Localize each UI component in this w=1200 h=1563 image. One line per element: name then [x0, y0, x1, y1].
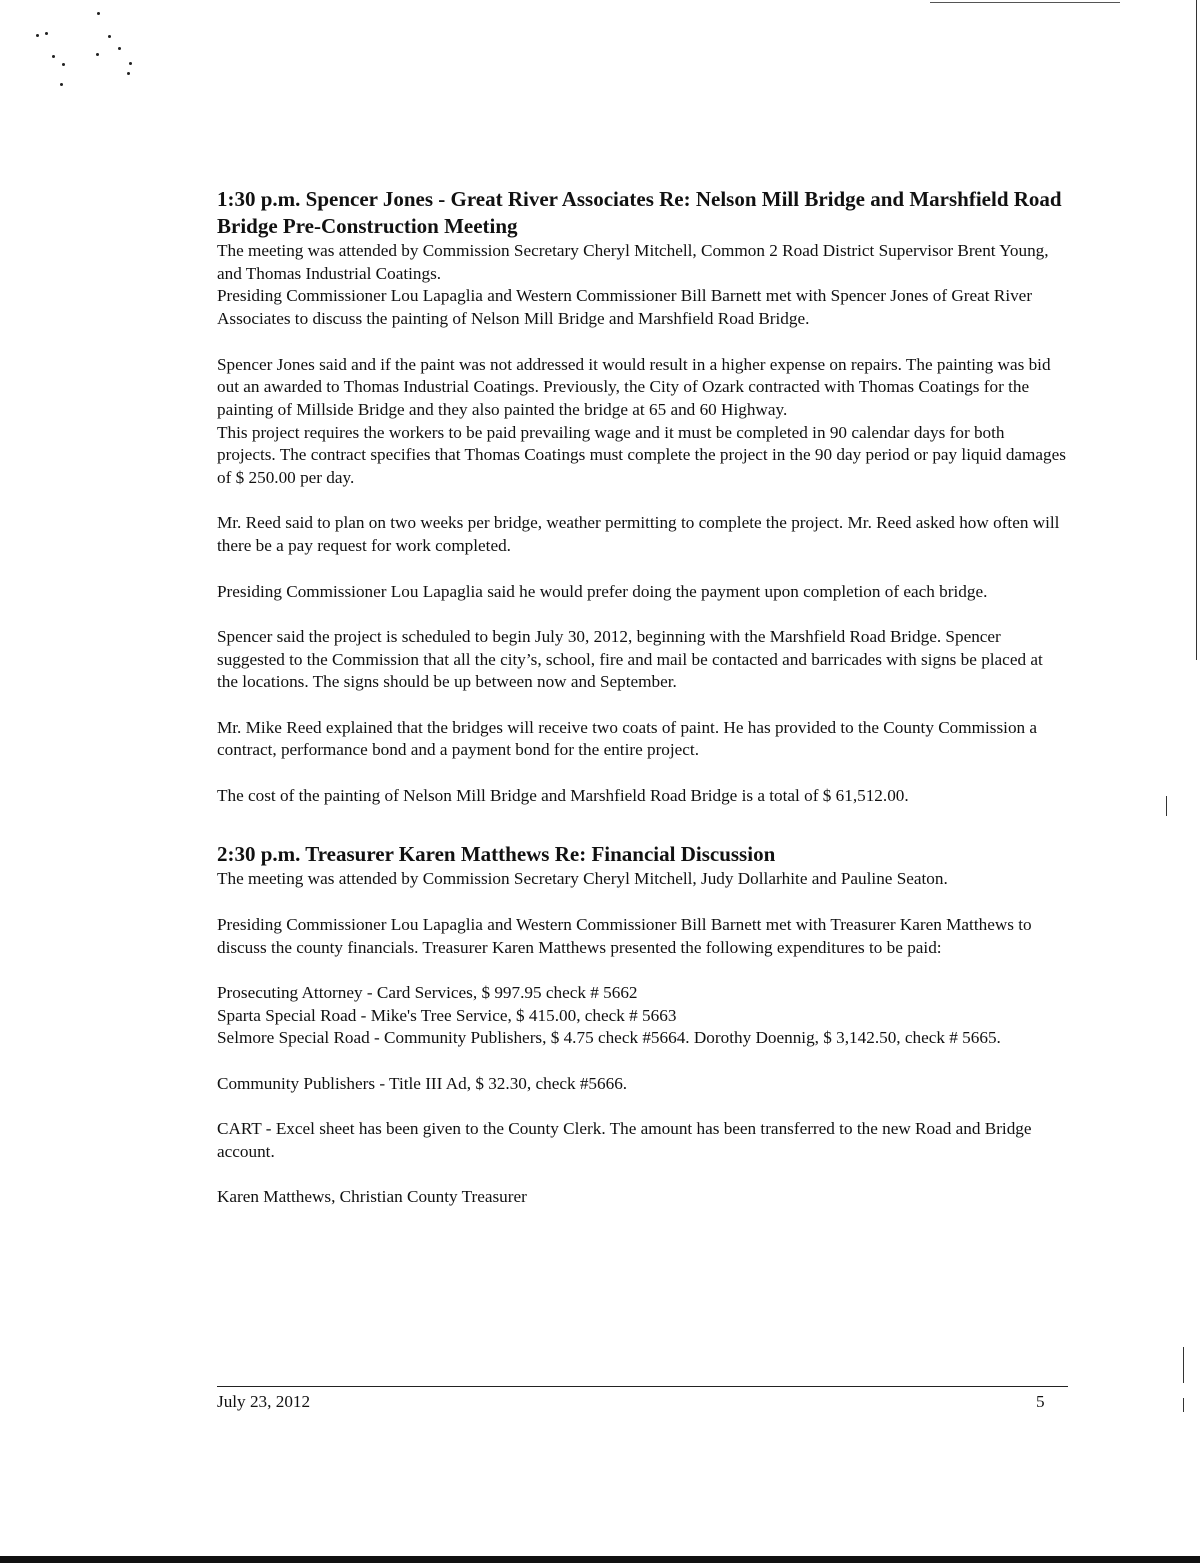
paragraph-coats-of-paint: Mr. Mike Reed explained that the bridges will receive two coats of paint. He has provided to the County Commission a contract, performance bond and a payment bond for the entire project. — [217, 717, 1038, 760]
paragraph-payment-preference: Presiding Commissioner Lou Lapaglia said he would prefer doing the payment upon completion of each bridge. — [217, 581, 988, 601]
scan-artifact-top-line — [930, 2, 1120, 3]
scan-speck — [36, 34, 39, 37]
expenditure-item: Selmore Special Road - Community Publishers, $ 4.75 check #5664. Dorothy Doennig, $ 3,142.50, check # 5665. — [217, 1028, 1001, 1048]
scan-speck — [96, 53, 99, 56]
footer-divider — [217, 1386, 1068, 1387]
expenditure-item: Prosecuting Attorney - Card Services, $ 997.95 check # 5662 — [217, 982, 638, 1002]
page-content — [217, 186, 1067, 1209]
scan-artifact-mark — [1183, 1347, 1184, 1383]
section-heading-financial-discussion: 2:30 p.m. Treasurer Karen Matthews Re: Financial Discussion — [217, 842, 776, 867]
paragraph-attendees: The meeting was attended by Commission Secretary Cheryl Mitchell, Judy Dollarhite and Pauline Seaton. — [217, 869, 948, 889]
section-heading-bridge-meeting: 1:30 p.m. Spencer Jones - Great River Associates Re: Nelson Mill Bridge and Marshfield Road Bridge Pre-Construction Meeting — [217, 187, 1062, 238]
paragraph-meeting-purpose: Presiding Commissioner Lou Lapaglia and Western Commissioner Bill Barnett met with Spencer Jones of Great River Associates to discuss the painting of Nelson Mill Bridge and Marshfield Road Bridge. — [217, 286, 1033, 329]
scan-speck — [129, 62, 132, 65]
scan-speck — [60, 83, 63, 86]
scan-speck — [62, 63, 65, 66]
paragraph-schedule-estimate: Mr. Reed said to plan on two weeks per bridge, weather permitting to complete the project. Mr. Reed asked how often will there be a pay request for work completed. — [217, 513, 1060, 556]
paragraph-total-cost: The cost of the painting of Nelson Mill Bridge and Marshfield Road Bridge is a total of $ 61,512.00. — [217, 785, 909, 805]
paragraph-project-start: Spencer said the project is scheduled to begin July 30, 2012, beginning with the Marshfield Road Bridge. Spencer suggested to the Commission that all the city’s, school, fire and mail be contacted and barricades with signs be placed at the locations. The signs should be up between now and September. — [217, 626, 1043, 692]
paragraph-financials-intro: Presiding Commissioner Lou Lapaglia and Western Commissioner Bill Barnett met with Treasurer Karen Matthews to discuss the county financials. Treasurer Karen Matthews presented the following expenditures to be paid: — [217, 914, 1032, 957]
signature-line: Karen Matthews, Christian County Treasurer — [217, 1187, 527, 1207]
scan-speck — [97, 12, 100, 15]
scan-speck — [52, 55, 55, 58]
scan-artifact-bottom-edge — [0, 1556, 1200, 1563]
scan-artifact-mark — [1166, 796, 1167, 816]
page-number: 5 — [1036, 1392, 1045, 1411]
paragraph-paint-bid: Spencer Jones said and if the paint was not addressed it would result in a higher expense on repairs. The painting was bid out an awarded to Thomas Industrial Coatings. Previously, the City of Ozark contracted with Thomas Coatings for the painting of Millside Bridge and they also painted the bridge at 65 and 60 Highway. — [217, 354, 1051, 419]
scan-speck — [45, 32, 48, 35]
paragraph-cart-note: CART - Excel sheet has been given to the County Clerk. The amount has been transferred to the new Road and Bridge account. — [217, 1119, 1032, 1161]
expenditure-item: Sparta Special Road - Mike's Tree Service, $ 415.00, check # 5663 — [217, 1005, 677, 1025]
scan-speck — [127, 72, 130, 75]
footer-date: July 23, 2012 — [217, 1392, 311, 1411]
scan-artifact-mark — [1183, 1398, 1184, 1412]
scan-speck — [108, 35, 111, 38]
scan-speck — [118, 47, 121, 50]
scan-artifact-right-edge — [1196, 0, 1197, 660]
expenditure-item: Community Publishers - Title III Ad, $ 32.30, check #5666. — [217, 1073, 628, 1093]
paragraph-attendees: The meeting was attended by Commission Secretary Cheryl Mitchell, Common 2 Road District Supervisor Brent Young, and Thomas Industrial Coatings. — [217, 241, 1049, 283]
paragraph-prevailing-wage: This project requires the workers to be paid prevailing wage and it must be completed in 90 calendar days for both projects. The contract specifies that Thomas Coatings must complete the project in the 90 day period or pay liquid damages of $ 250.00 per day. — [217, 422, 1066, 488]
